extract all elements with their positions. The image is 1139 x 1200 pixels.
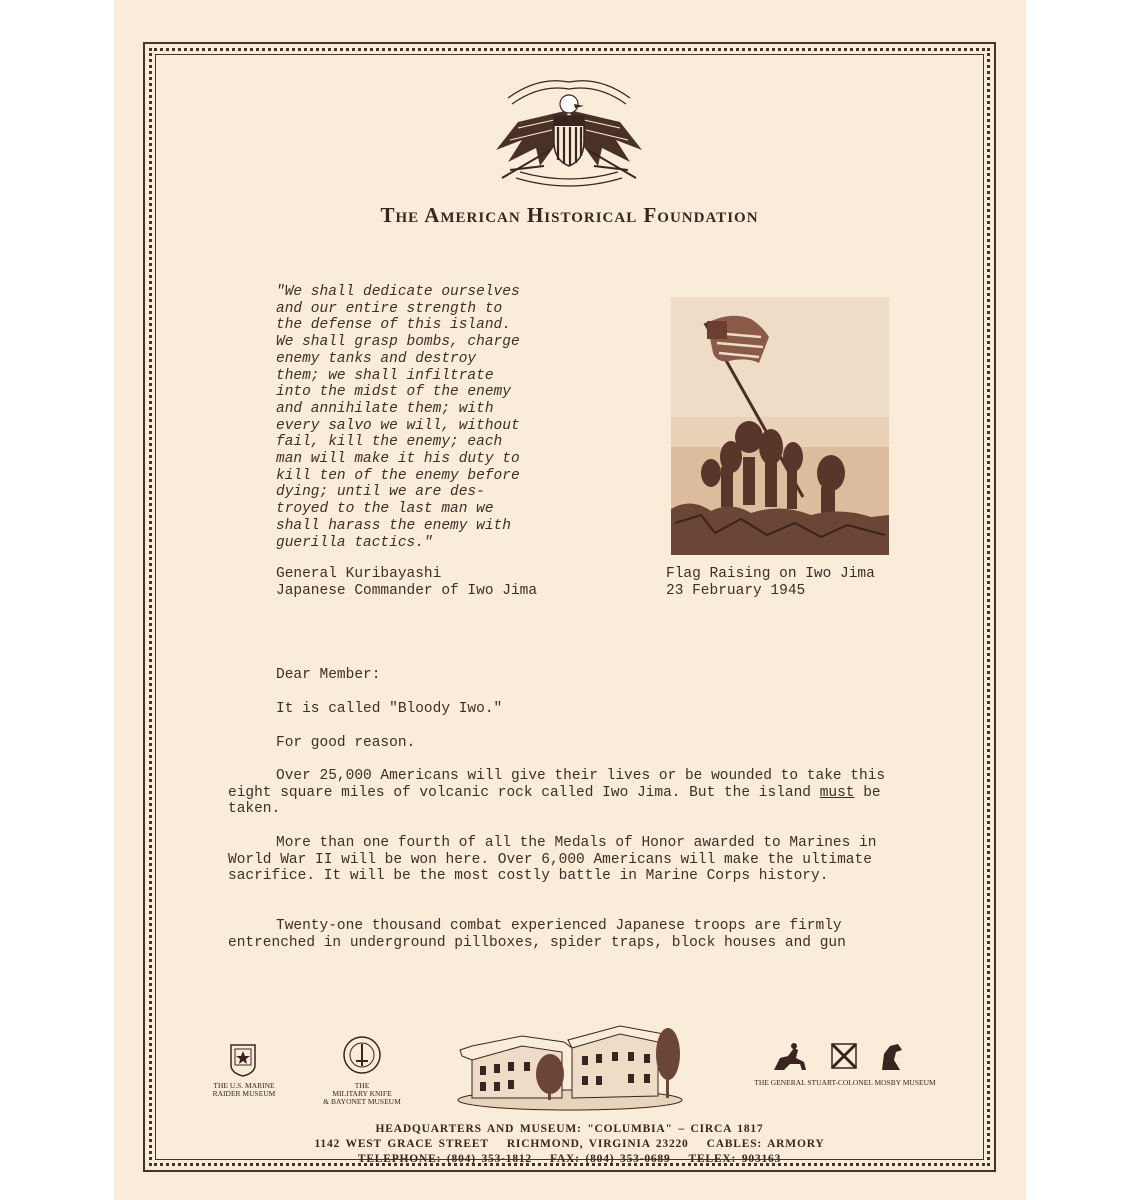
underlined-must: must — [819, 784, 855, 801]
paragraph-3-text-b: be taken. — [228, 784, 881, 818]
paragraph-2: For good reason. — [276, 735, 416, 751]
footer-address-line — [160, 1138, 979, 1150]
headquarters-building-icon — [452, 1020, 687, 1112]
footer-city: RICHMOND, VIRGINIA 23220 — [506, 1138, 689, 1150]
stuart-mosby-emblems-icon — [770, 1040, 912, 1072]
paragraph-3-text-a: Over 25,000 Americans will give their lives or be wounded to take this eight square miles of volcanic rock called Iwo Jima. But the island — [228, 768, 886, 801]
knife-line-1: THE — [354, 1081, 370, 1090]
knife-bayonet-seal-icon — [342, 1035, 382, 1075]
attribution-name: General Kuribayashi — [276, 566, 442, 582]
raider-line-2: RAIDER MUSEUM — [212, 1089, 276, 1098]
flag-raising-photo — [671, 297, 889, 555]
paragraph-1: It is called "Bloody Iwo." — [276, 701, 503, 717]
footer-telex: TELEX: 903163 — [688, 1153, 782, 1165]
stuart-mosby-museum-label: THE GENERAL STUART-COLONEL MOSBY MUSEUM — [754, 1078, 936, 1087]
foundation-title: The American Historical Foundation — [380, 203, 759, 227]
eagle-seal-icon — [488, 70, 650, 190]
paragraph-4: More than one fourth of all the Medals of Honor awarded to Marines in World War II will be won here. Over 6,000 Americans will make the ultimate sacrifice. It will be the most costly battle in Marine Corps history. — [228, 835, 877, 885]
raider-museum-emblem-icon — [229, 1043, 257, 1077]
caption-title: Flag Raising on Iwo Jima — [666, 566, 875, 582]
footer-cables: CABLES: ARMORY — [706, 1138, 825, 1150]
raider-museum-label — [196, 1082, 292, 1098]
knife-line-3: & BAYONET MUSEUM — [323, 1097, 401, 1106]
footer-address: 1142 WEST GRACE STREET — [314, 1138, 489, 1150]
salutation: Dear Member: — [276, 667, 381, 683]
quote-attribution — [276, 566, 606, 599]
paragraph-5: Twenty-one thousand combat experienced Japanese troops are firmly entrenched in underground pillboxes, spider traps, block houses and gun — [228, 918, 846, 951]
attribution-title: Japanese Commander of Iwo Jima — [276, 582, 538, 599]
raider-line-1: THE U.S. MARINE — [213, 1081, 275, 1090]
footer-headquarters: HEADQUARTERS AND MUSEUM: "COLUMBIA" – CIRCA 1817 — [375, 1123, 764, 1135]
knife-museum-label — [314, 1082, 410, 1106]
photo-caption — [666, 566, 946, 599]
footer-fax: FAX: (804) 353-0689 — [549, 1153, 671, 1165]
footer-contact-line — [160, 1153, 979, 1165]
kuribayashi-quote: "We shall dedicate ourselves and our entire strength to the defense of this island. We shall grasp bombs, charge enemy tanks and destroy them; we shall infiltrate into the midst of the enemy and annihilate them; with every salvo we will, without fail, kill the enemy; each man will make it his duty to kill ten of the enemy before dying; until we are des- troyed to the last man we shall harass the enemy with guerilla tactics." — [276, 284, 520, 551]
knife-line-2: MILITARY KNIFE — [332, 1089, 392, 1098]
paragraph-3 — [228, 768, 928, 818]
footer-telephone: TELEPHONE: (804) 353-1812 — [357, 1153, 532, 1165]
caption-date: 23 February 1945 — [666, 582, 806, 599]
